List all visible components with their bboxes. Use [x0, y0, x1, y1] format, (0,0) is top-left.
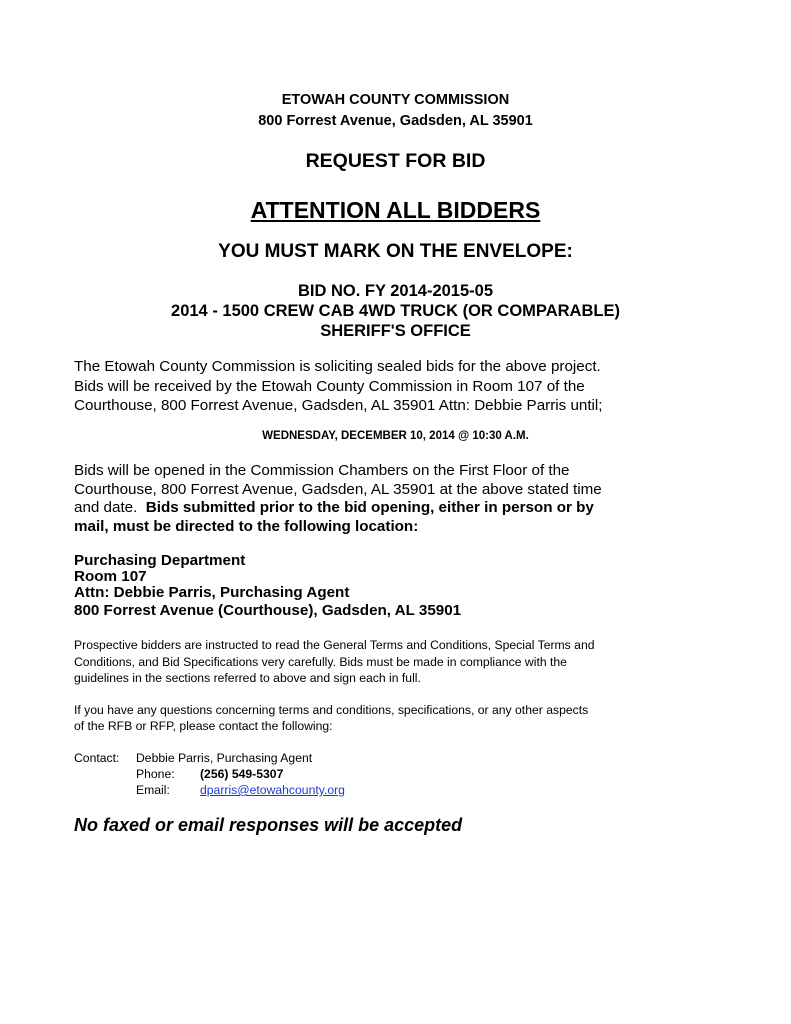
phone-number: (256) 549-5307 — [200, 767, 284, 781]
opening-line: Courthouse, 800 Forrest Avenue, Gadsden, AL 35901 at the above stated time — [74, 481, 602, 498]
opening-line — [74, 499, 594, 516]
questions-line: of the RFB or RFP, please contact the following: — [74, 719, 333, 733]
org-name: ETOWAH COUNTY COMMISSION — [281, 92, 510, 108]
email-label: Email: — [136, 783, 170, 797]
opening-line: Bids will be opened in the Commission Chambers on the First Floor of the — [74, 462, 570, 479]
footer-notice: No faxed or email responses will be accepted — [74, 815, 463, 835]
intro-line: Bids will be received by the Etowah County Commission in Room 107 of the — [74, 378, 585, 395]
intro-line: The Etowah County Commission is soliciting sealed bids for the above project. — [74, 358, 601, 375]
org-address: 800 Forrest Avenue, Gadsden, AL 35901 — [258, 113, 533, 129]
opening-bold: Bids submitted prior to the bid opening, either in person or by — [145, 499, 594, 516]
location-dept: Purchasing Department — [74, 552, 246, 569]
phone-label: Phone: — [136, 767, 175, 781]
email-link[interactable]: dparris@etowahcounty.org — [200, 783, 345, 797]
location-address: 800 Forrest Avenue (Courthouse), Gadsden, AL 35901 — [74, 602, 462, 619]
contact-label: Contact: — [74, 751, 120, 765]
bid-item: 2014 - 1500 CREW CAB 4WD TRUCK (OR COMPARABLE) — [171, 302, 620, 320]
bid-number: BID NO. FY 2014-2015-05 — [297, 282, 494, 300]
deadline: WEDNESDAY, DECEMBER 10, 2014 @ 10:30 A.M. — [262, 430, 529, 442]
location-attn: Attn: Debbie Parris, Purchasing Agent — [74, 584, 350, 601]
instructions-line: guidelines in the sections referred to above and sign each in full. — [74, 671, 421, 685]
opening-plain: and date. — [74, 499, 146, 516]
contact-name: Debbie Parris, Purchasing Agent — [136, 751, 313, 765]
envelope-notice: YOU MUST MARK ON THE ENVELOPE: — [218, 241, 573, 262]
page-title: REQUEST FOR BID — [305, 150, 486, 172]
location-room: Room 107 — [74, 568, 147, 585]
bid-office: SHERIFF'S OFFICE — [320, 322, 471, 340]
opening-line-bold: mail, must be directed to the following location: — [74, 518, 419, 535]
attention-heading: ATTENTION ALL BIDDERS — [250, 197, 541, 223]
instructions-line: Conditions, and Bid Specifications very carefully. Bids must be made in compliance with the — [74, 655, 567, 669]
questions-line: If you have any questions concerning terms and conditions, specifications, or any other aspects — [74, 703, 589, 717]
instructions-line: Prospective bidders are instructed to read the General Terms and Conditions, Special Terms and — [74, 638, 595, 652]
intro-line: Courthouse, 800 Forrest Avenue, Gadsden, AL 35901 Attn: Debbie Parris until; — [74, 397, 603, 414]
